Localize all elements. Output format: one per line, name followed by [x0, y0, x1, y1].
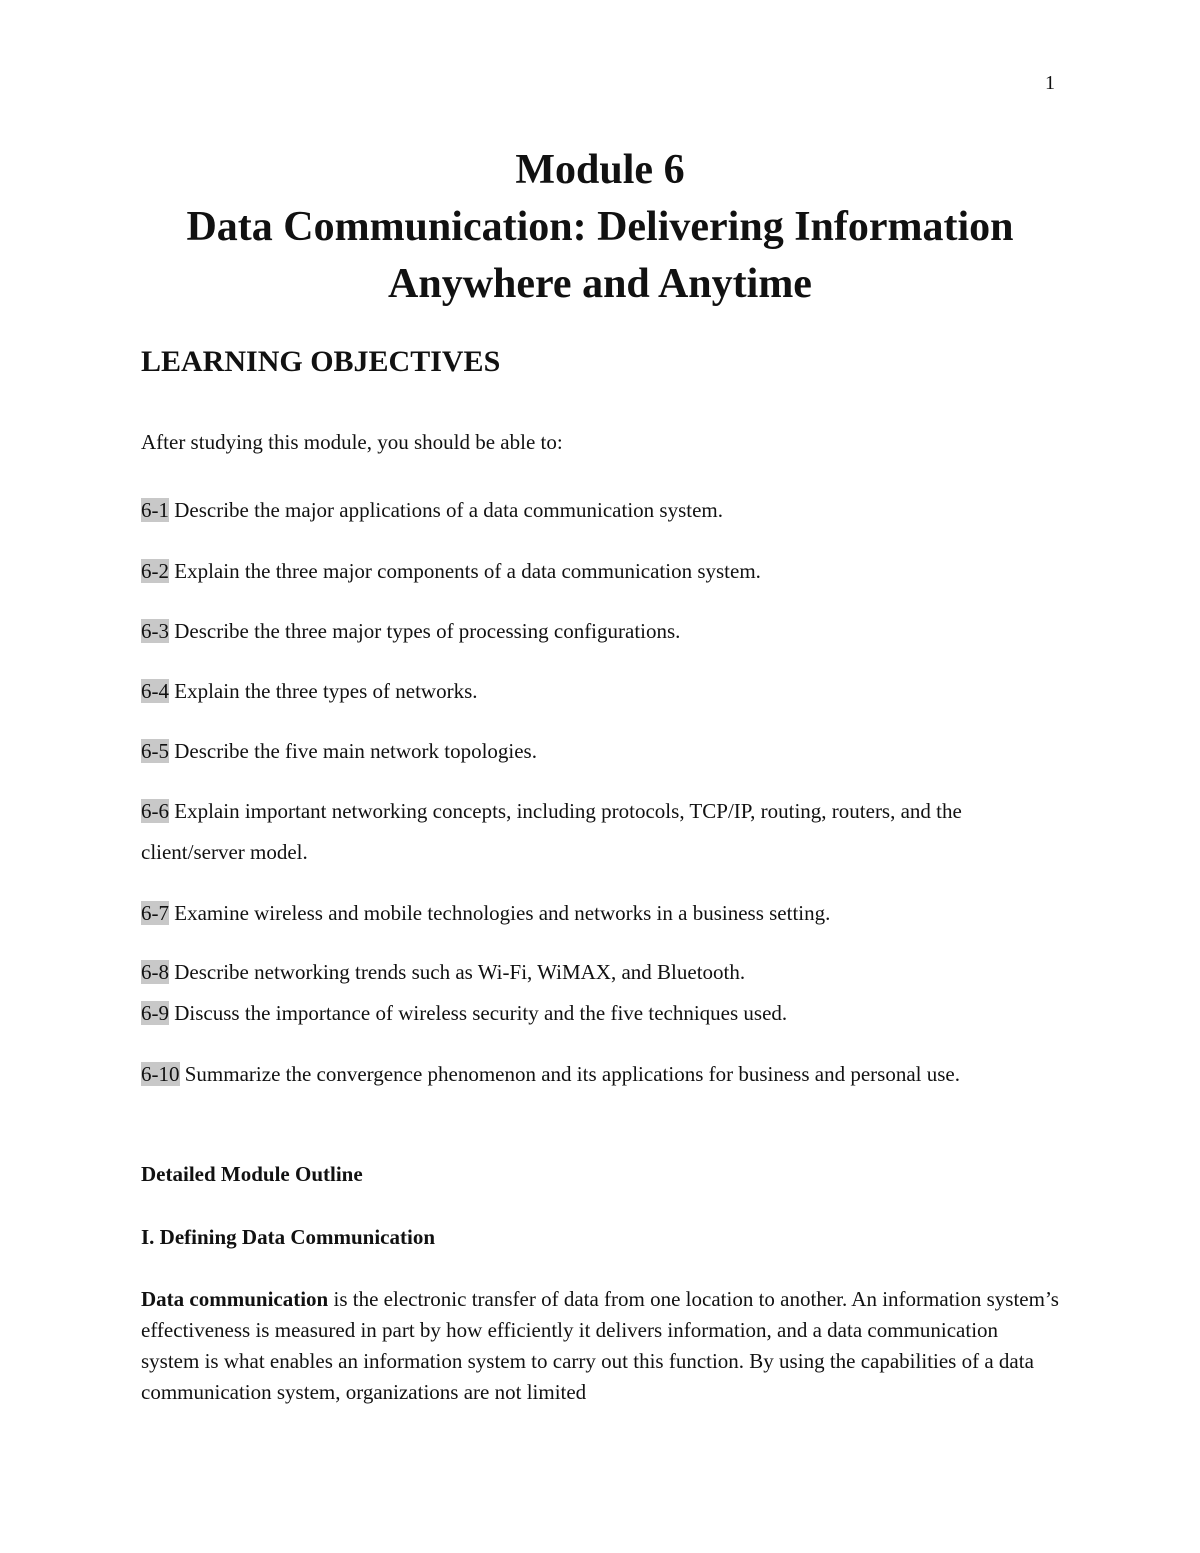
- objective-text: Describe the major applications of a data communication system.: [169, 498, 723, 522]
- objective-text: Explain the three major components of a data communication system.: [169, 559, 761, 583]
- objectives-intro: After studying this module, you should be able to:: [141, 430, 563, 454]
- objective-text: Discuss the importance of wireless security and the five techniques used.: [169, 1001, 788, 1025]
- objective-code: 6-4: [141, 679, 169, 703]
- objective-code: 6-7: [141, 901, 169, 925]
- objective-code: 6-1: [141, 498, 169, 522]
- objective-code: 6-8: [141, 960, 169, 984]
- objective-text: Summarize the convergence phenomenon and its applications for business and personal use.: [179, 1062, 960, 1086]
- objective-item: [141, 791, 1061, 873]
- objective-item: [141, 490, 1061, 531]
- objective-item: [141, 1054, 1061, 1095]
- paragraph-text: is the electronic transfer of data from one location to another. An information system’s effectiveness is measured in part by how efficiently it delivers information, and a data communication system is what enables an information system to carry out this function. By using the capabilities of a data communication system, organizations are not limited: [141, 1287, 1059, 1404]
- page-number: 1: [1045, 72, 1055, 94]
- objective-code: 6-9: [141, 1001, 169, 1025]
- objective-code: 6-5: [141, 739, 169, 763]
- objective-item: [141, 893, 1061, 934]
- objective-item: [141, 611, 1061, 652]
- objective-item: [141, 731, 1061, 772]
- objective-text: Explain the three types of networks.: [169, 679, 478, 703]
- title-line-3: Anywhere and Anytime: [388, 261, 812, 307]
- learning-objectives-heading: LEARNING OBJECTIVES: [141, 345, 501, 378]
- outline-heading: Detailed Module Outline: [141, 1162, 363, 1186]
- section-heading: I. Defining Data Communication: [141, 1225, 436, 1249]
- body-paragraph: [141, 1284, 1061, 1408]
- objective-text: Describe networking trends such as Wi-Fi, WiMAX, and Bluetooth.: [169, 960, 746, 984]
- title-line-1: Module 6: [515, 147, 685, 193]
- objective-code: 6-3: [141, 619, 169, 643]
- objective-code: 6-6: [141, 799, 169, 823]
- defined-term: Data communication: [141, 1287, 329, 1311]
- objective-text: Explain important networking concepts, including protocols, TCP/IP, routing, routers, and the client/server model.: [141, 799, 962, 864]
- objective-item: [141, 952, 1061, 993]
- objective-item: [141, 993, 1061, 1034]
- objective-text: Describe the five main network topologies.: [169, 739, 537, 763]
- objective-code: 6-10: [141, 1062, 180, 1086]
- objective-code: 6-2: [141, 559, 169, 583]
- objective-text: Examine wireless and mobile technologies and networks in a business setting.: [169, 901, 831, 925]
- objective-text: Describe the three major types of processing configurations.: [169, 619, 681, 643]
- title-line-2: Data Communication: Delivering Information: [186, 204, 1014, 250]
- objective-item: [141, 671, 1061, 712]
- document-title: [0, 142, 1200, 313]
- objective-item: [141, 551, 1061, 592]
